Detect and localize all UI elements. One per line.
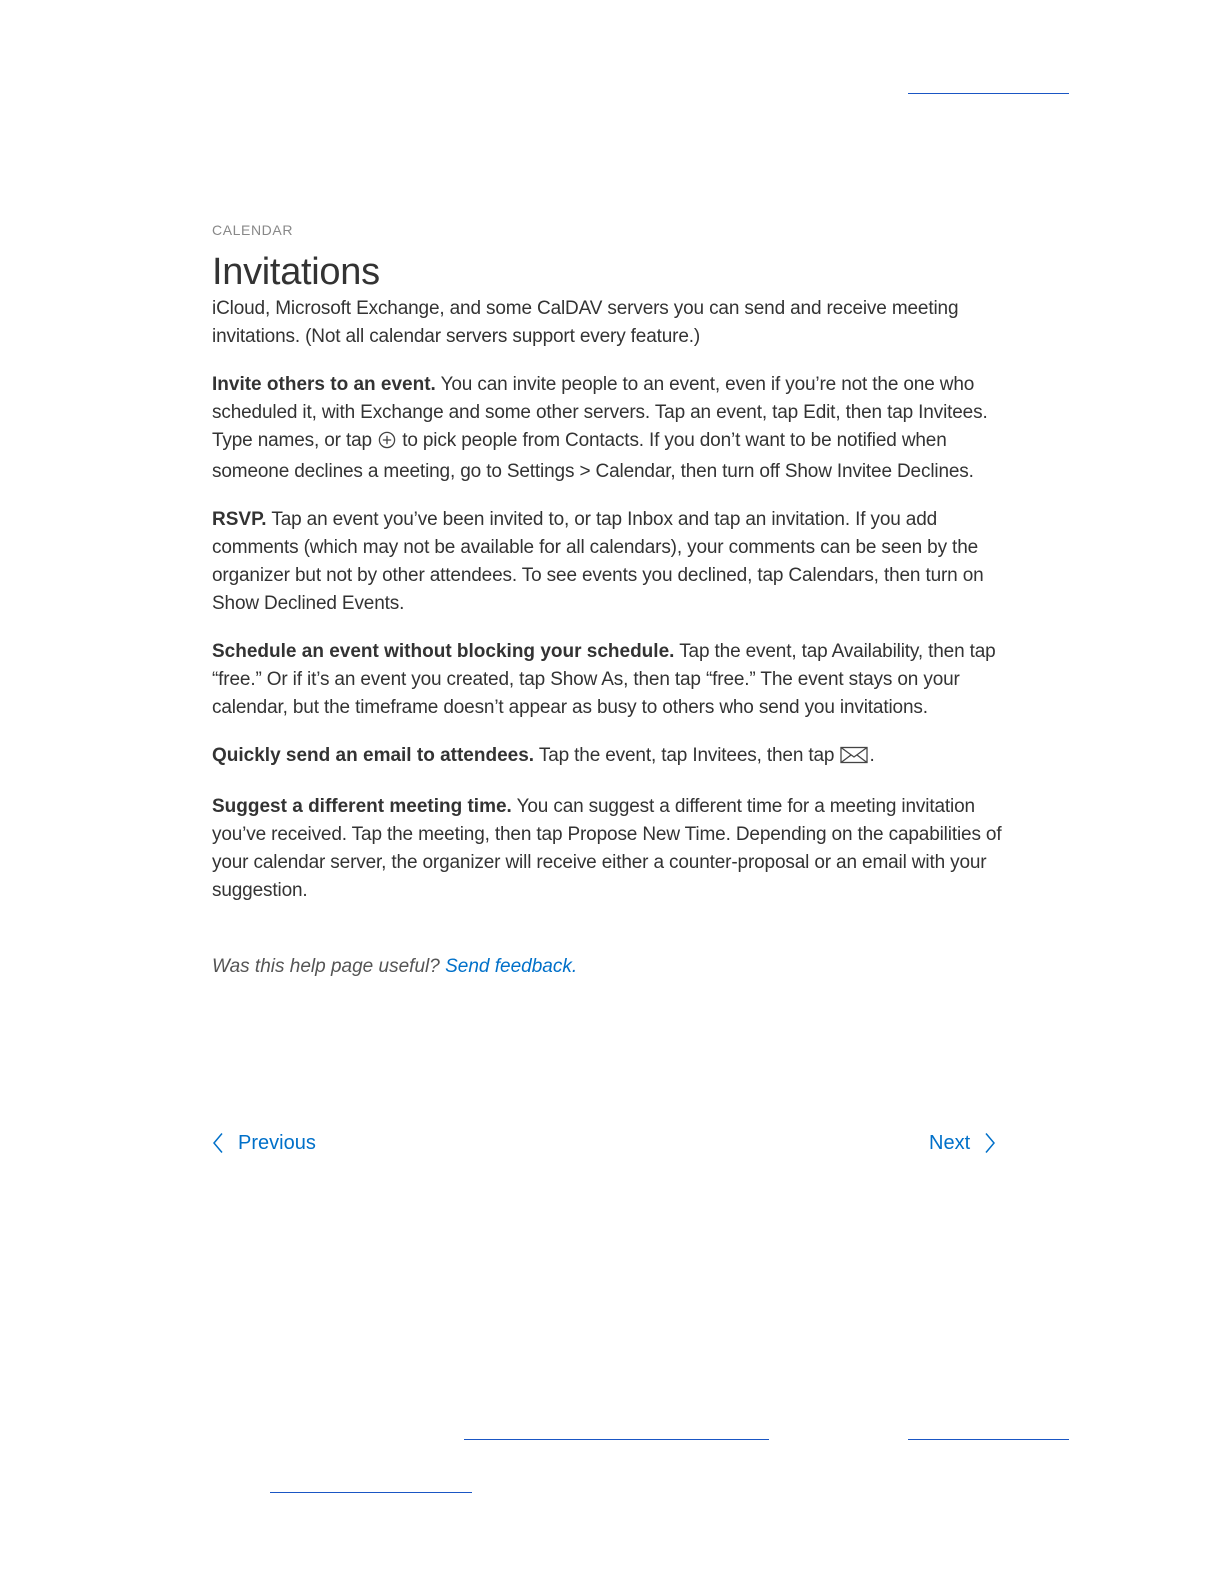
section-heading: Invite others to an event.: [212, 374, 436, 395]
section-text: Tap an event you’ve been invited to, or tap Inbox and tap an invitation. If you add comments (which may not be available for all calendars), your comments can be seen by the organizer but not by other attendees. To see events you declined, tap Calendars, then turn on Show Declined Events.: [212, 509, 984, 614]
section-text: Tap the event, tap Invitees, then tap: [534, 745, 840, 766]
section-text: You can invite people to an event, even if you’re not the one who scheduled it, with Exchange and some other servers. Tap an event, tap Edit, then tap Invitees. Type names, or tap: [212, 374, 988, 451]
section-heading: Suggest a different meeting time.: [212, 796, 512, 817]
top-right-link-rule: [908, 93, 1069, 94]
add-circle-icon: [378, 430, 396, 458]
footer-link-rule-left: [270, 1492, 472, 1493]
section-heading: Quickly send an email to attendees.: [212, 745, 535, 766]
section-heading: RSVP.: [212, 509, 267, 530]
page-title: Invitations: [212, 251, 380, 293]
previous-page-link[interactable]: [212, 1128, 316, 1158]
chevron-left-icon: [212, 1132, 224, 1154]
section-text: .: [869, 745, 875, 766]
send-feedback-link[interactable]: Send feedback.: [445, 956, 578, 977]
section-suggest-time: [212, 793, 1012, 905]
next-page-link[interactable]: [929, 1128, 996, 1158]
section-heading: Schedule an event without blocking your schedule.: [212, 641, 675, 662]
section-label: CALENDAR: [212, 222, 294, 238]
section-schedule-free: [212, 638, 1012, 722]
section-invite-others: [212, 371, 1012, 486]
feedback-line: [212, 953, 1012, 981]
mail-icon: [840, 745, 868, 773]
section-rsvp: [212, 506, 1012, 618]
feedback-prompt: Was this help page useful?: [212, 956, 446, 977]
footer-link-rule-right: [908, 1439, 1069, 1440]
footer-link-rule-center: [464, 1439, 769, 1440]
next-label: Next: [929, 1132, 971, 1154]
section-text: You can suggest a different time for a meeting invitation you’ve received. Tap the meeting, then tap Propose New Time. Depending on the capabilities of your calendar server, the organizer will receive either a counter-proposal or an email with your suggestion.: [212, 796, 1002, 901]
article: [212, 221, 1012, 981]
section-text: to pick people from Contacts. If you don’t want to be notified when someone declines a meeting, go to Settings > Calendar, then turn off Show Invitee Declines.: [212, 430, 974, 482]
intro-paragraph: iCloud, Microsoft Exchange, and some CalDAV servers you can send and receive meeting invitations. (Not all calendar servers support every feature.): [212, 298, 959, 347]
section-text: Tap the event, tap Availability, then tap “free.” Or if it’s an event you created, tap Show As, then tap “free.” The event stays on your calendar, but the timeframe doesn’t appear as busy to others who send you invitations.: [212, 641, 996, 718]
previous-label: Previous: [238, 1132, 316, 1154]
chevron-right-icon: [984, 1132, 996, 1154]
section-email-attendees: [212, 742, 1012, 773]
